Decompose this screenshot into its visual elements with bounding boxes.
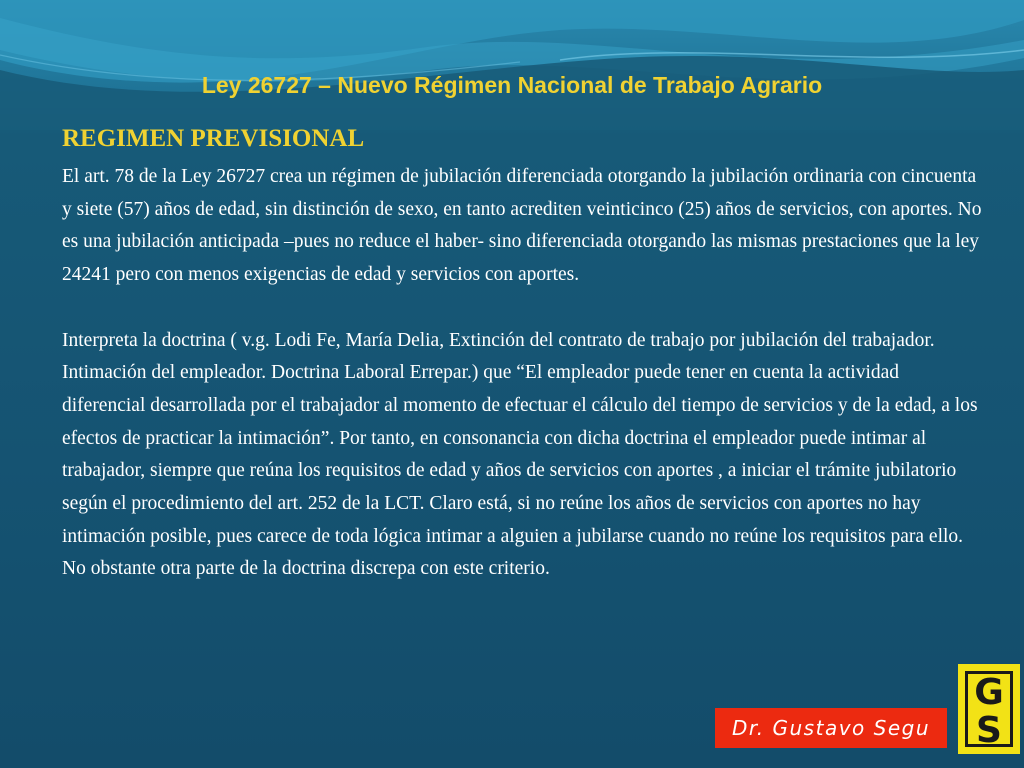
logo-letter-g: G — [974, 672, 1004, 713]
gs-logo — [958, 664, 1020, 754]
author-name: Dr. Gustavo Segu — [732, 716, 930, 740]
body-paragraph-3: No obstante otra parte de la doctrina discrepa con este criterio. — [62, 558, 550, 580]
gs-logo-frame — [965, 671, 1013, 751]
logo-letter-s: S — [976, 710, 1002, 751]
body-paragraph-2: Interpreta la doctrina ( v.g. Lodi Fe, María Delia, Extinción del contrato de trabajo por jubilación del trabajador. Intimación del empleador. Doctrina Laboral Errepar.) que “El empleador puede tener en cuenta la actividad diferencial desarrollada por el trabajador al momento de efectuar el cálculo del tiempo de servicios y de la edad, a los efectos de practicar la intimación”. Por tanto, en consonancia con dicha doctrina el empleador puede intimar al trabajador, siempre que reúna los requisitos de edad y años de servicios con aportes , a iniciar el trámite jubilatorio según el procedimiento del art. 252 de la LCT. Claro está, si no reúne los años de servicios con aportes no hay intimación posible, pues carece de toda lógica intimar a alguien a jubilarse cuando no reúne los requisitos para ello. — [62, 329, 978, 547]
paragraph-spacer — [62, 292, 982, 325]
author-badge — [715, 708, 947, 748]
body-paragraph-1: El art. 78 de la Ley 26727 crea un régimen de jubilación diferenciada otorgando la jubilación ordinaria con cincuenta y siete (57) años de edad, sin distinción de sexo, en tanto acrediten veinticinco (25) años de servicios, con aportes. No es una jubilación anticipada –pues no reduce el haber- sino diferenciada otorgando las mismas prestaciones que la ley 24241 pero con menos exigencias de edad y servicios con aportes. — [62, 166, 982, 286]
slide-title: Ley 26727 – Nuevo Régimen Nacional de Trabajo Agrario — [201, 72, 823, 98]
decorative-waves — [0, 0, 1024, 130]
slide-body — [62, 161, 982, 586]
section-heading: REGIMEN PREVISIONAL — [62, 125, 365, 152]
